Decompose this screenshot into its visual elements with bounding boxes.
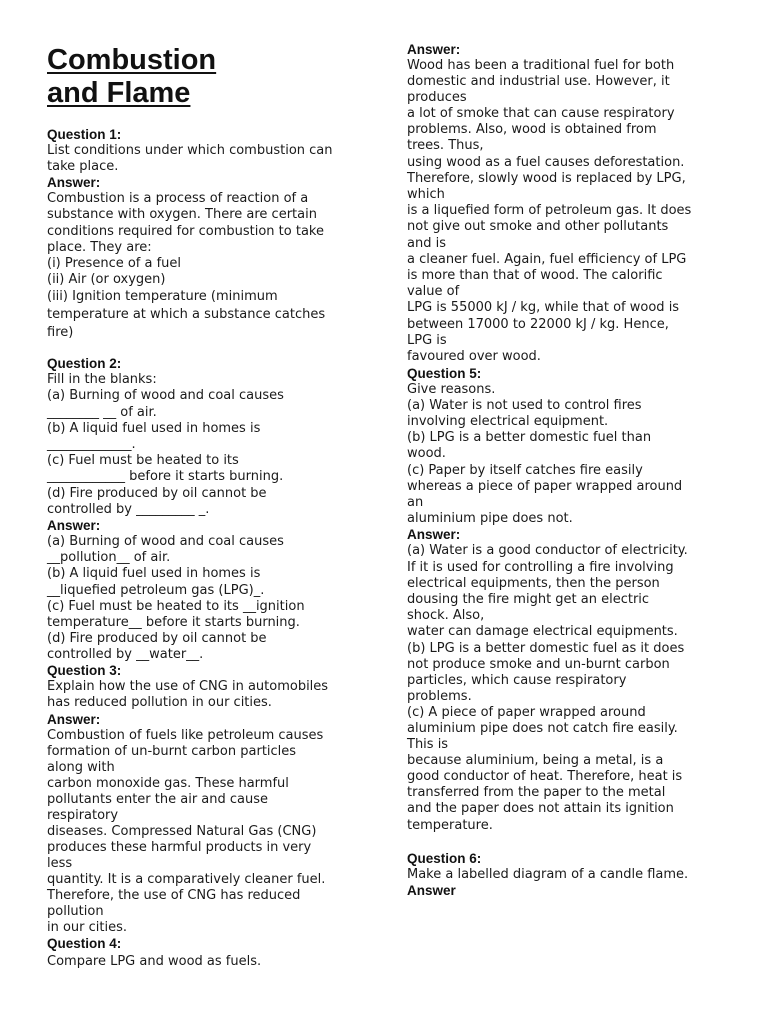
text-line: shock. Also, [407,608,485,623]
text-line: pollution [47,904,104,919]
text-line: transferred from the paper to the metal [407,785,666,800]
text-line: carbon monoxide gas. These harmful [47,776,289,791]
text-line: (c) A piece of paper wrapped around [407,705,646,720]
text-line: wood. [407,446,446,461]
section-heading: Question 5: [407,366,482,381]
text-line: List conditions under which combustion can [47,143,333,158]
text-line: aluminium pipe does not catch fire easily. [407,721,678,736]
text-line: a lot of smoke that can cause respiratory [407,106,675,121]
text-line: (c) Fuel must be heated to its [47,453,239,468]
text-line: good conductor of heat. Therefore, heat is [407,769,683,784]
text-line: not produce smoke and un-burnt carbon [407,657,670,672]
text-line: quantity. It is a comparatively cleaner fuel. [47,872,326,887]
text-line: Therefore, the use of CNG has reduced [47,888,301,903]
text-line: and the paper does not attain its ignition [407,801,674,816]
text-line: controlled by _________ _. [47,502,210,517]
text-line: (c) Paper by itself catches fire easily [407,463,643,478]
section-heading: Answer: [47,712,101,727]
text-line: (a) Water is not used to control fires [407,398,642,413]
text-line: has reduced pollution in our cities. [47,695,272,710]
text-line: take place. [47,159,119,174]
text-line: which [407,187,445,202]
text-line: less [47,856,73,871]
text-line: value of [407,284,460,299]
text-line: ________ __ of air. [47,405,157,420]
text-line: problems. Also, wood is obtained from [407,122,657,137]
text-line: involving electrical equipment. [407,414,609,429]
text-line: aluminium pipe does not. [407,511,573,526]
text-line: This is [407,737,449,752]
text-line: Combustion is a process of reaction of a [47,191,309,206]
text-line: (a) Water is a good conductor of electricity. [407,543,688,558]
text-line: Explain how the use of CNG in automobiles [47,679,329,694]
text-line: respiratory [47,808,119,823]
text-line: not give out smoke and other pollutants [407,219,669,234]
section-heading: Question 3: [47,663,122,678]
text-line: (b) LPG is a better domestic fuel than [407,430,652,445]
text-line: LPG is 55000 kJ / kg, while that of wood is [407,300,680,315]
text-line: Make a labelled diagram of a candle flame. [407,867,689,882]
text-line: an [407,495,424,510]
text-line: Fill in the blanks: [47,372,157,387]
text-line: (d) Fire produced by oil cannot be [47,486,267,501]
text-line: (a) Burning of wood and coal causes [47,534,284,549]
text-line: a cleaner fuel. Again, fuel efficiency of LPG [407,252,687,267]
section-heading: Answer: [407,42,461,57]
section-heading: Question 1: [47,127,122,142]
section-heading: Question 2: [47,356,122,371]
text-line: Combustion of fuels like petroleum causes [47,728,324,743]
text-line: (i) Presence of a fuel [47,256,182,271]
text-line: whereas a piece of paper wrapped around [407,479,683,494]
text-line: electrical equipments, then the person [407,576,660,591]
text-line: and is [407,236,446,251]
text-line: (b) A liquid fuel used in homes is [47,421,261,436]
section-heading: Answer: [47,518,101,533]
text-line: temperature__ before it starts burning. [47,615,300,630]
text-line: pollutants enter the air and cause [47,792,269,807]
text-line: __liquefied petroleum gas (LPG)_. [47,583,265,598]
text-line: temperature. [407,818,493,833]
text-line: along with [47,760,115,775]
section-heading: Answer: [47,175,101,190]
text-line: If it is used for controlling a fire involving [407,560,674,575]
text-line: place. They are: [47,240,152,255]
text-line: because aluminium, being a metal, is a [407,753,664,768]
text-line: Compare LPG and wood as fuels. [47,954,262,969]
text-line: ____________ before it starts burning. [47,469,284,484]
text-line: conditions required for combustion to take [47,224,324,239]
text-line: (a) Burning of wood and coal causes [47,388,284,403]
text-line: is more than that of wood. The calorific [407,268,663,283]
text-line: controlled by __water__. [47,647,204,662]
text-line: LPG is [407,333,447,348]
text-line: Give reasons. [407,382,496,397]
text-line: trees. Thus, [407,138,484,153]
section-heading: Question 4: [47,936,122,951]
section-heading: Answer: [407,527,461,542]
section-heading: Answer [407,883,456,898]
text-line: produces [407,90,467,105]
text-line: (iii) Ignition temperature (minimum [47,289,278,304]
text-line: using wood as a fuel causes deforestation. [407,155,685,170]
text-line: fire) [47,325,74,340]
title-line-1: Combustion [47,44,217,76]
section-heading: Question 6: [407,851,482,866]
text-line: produces these harmful products in very [47,840,312,855]
text-line: in our cities. [47,920,128,935]
text-line: temperature at which a substance catches [47,307,326,322]
text-line: between 17000 to 22000 kJ / kg. Hence, [407,317,669,332]
text-line: (b) LPG is a better domestic fuel as it does [407,641,685,656]
title-line-2: and Flame [47,77,191,109]
text-line: problems. [407,689,472,704]
text-line: particles, which cause respiratory [407,673,627,688]
text-line: (ii) Air (or oxygen) [47,272,166,287]
text-line: domestic and industrial use. However, it [407,74,670,89]
text-line: (c) Fuel must be heated to its __ignition [47,599,305,614]
text-line: (b) A liquid fuel used in homes is [47,566,261,581]
text-line: diseases. Compressed Natural Gas (CNG) [47,824,317,839]
text-line: _____________. [47,437,136,452]
text-line: water can damage electrical equipments. [407,624,678,639]
text-line: Wood has been a traditional fuel for both [407,58,675,73]
text-line: formation of un-burnt carbon particles [47,744,297,759]
text-line: __pollution__ of air. [47,550,171,565]
text-line: dousing the fire might get an electric [407,592,650,607]
text-line: substance with oxygen. There are certain [47,207,317,222]
text-line: (d) Fire produced by oil cannot be [47,631,267,646]
text-line: is a liquefied form of petroleum gas. It does [407,203,692,218]
text-line: favoured over wood. [407,349,541,364]
text-line: Therefore, slowly wood is replaced by LPG, [407,171,686,186]
page-title [47,44,216,110]
